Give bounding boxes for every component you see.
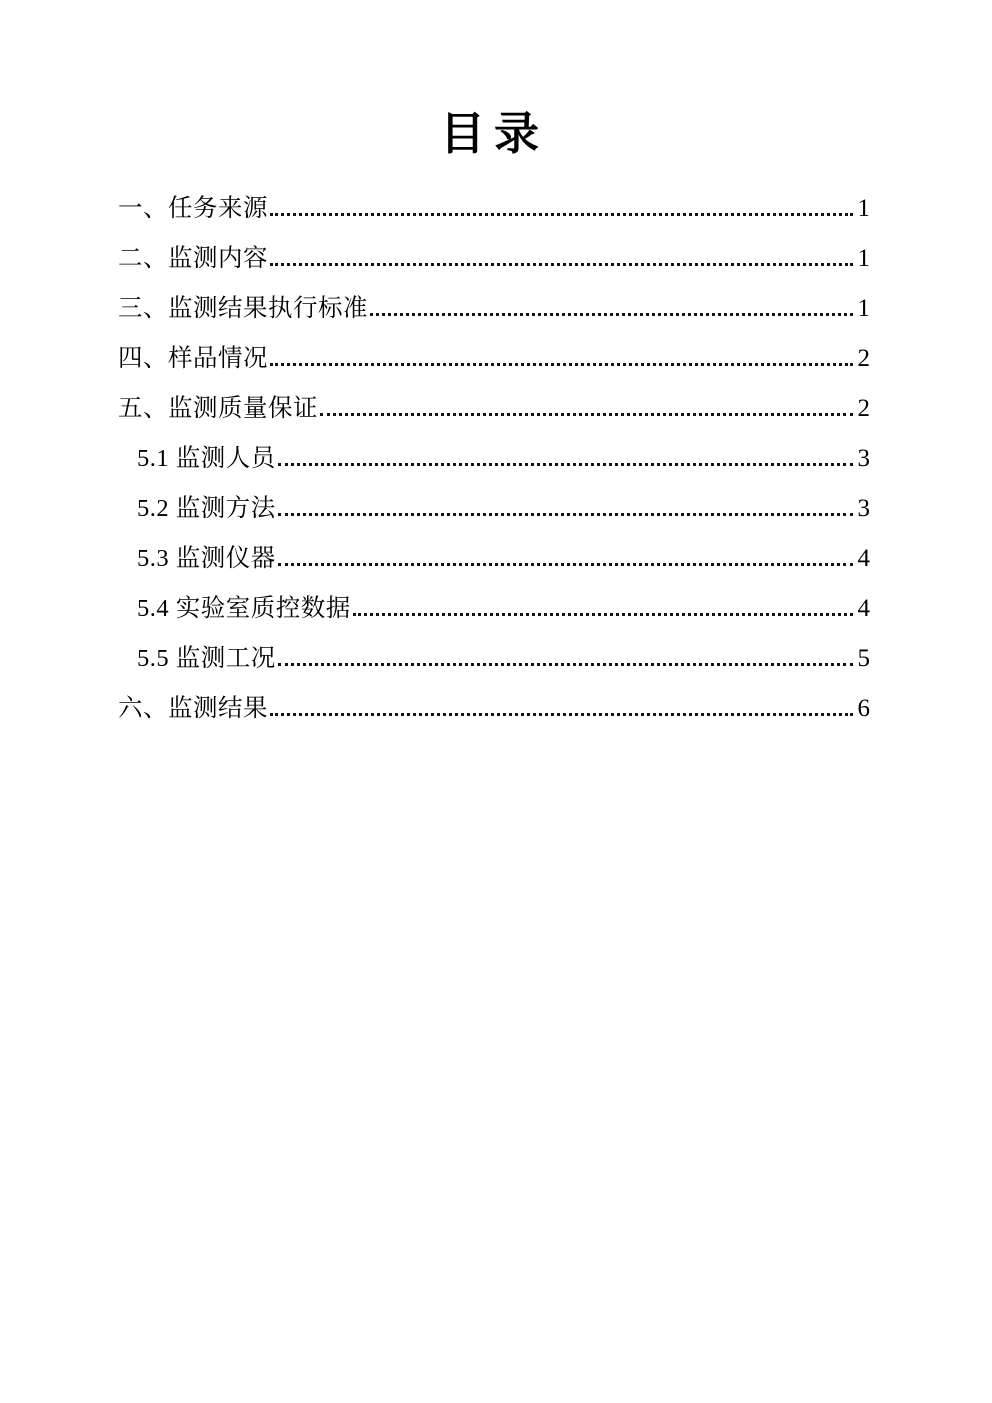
toc-page-number: 6 (857, 695, 870, 722)
toc-entry-label: 一、任务来源 (118, 195, 268, 222)
toc-page-number: 1 (857, 245, 870, 272)
toc-page-number: 3 (857, 445, 870, 472)
toc-entry[interactable] (118, 384, 870, 434)
toc-dot-leader (270, 213, 853, 216)
toc-dot-leader (370, 313, 853, 316)
toc-entry[interactable] (118, 184, 870, 234)
toc-title: 目录 (439, 109, 548, 159)
toc-entry-label: 5.4 实验室质控数据 (137, 595, 351, 622)
toc-page-number: 2 (857, 345, 870, 372)
toc-dot-leader (270, 263, 853, 266)
toc-dot-leader (278, 563, 853, 566)
toc-entry-label: 5.5 监测工况 (137, 645, 276, 672)
toc-dot-leader (353, 613, 853, 616)
toc-entry-label: 5.2 监测方法 (137, 495, 276, 522)
toc-entry-label: 五、监测质量保证 (118, 395, 318, 422)
toc-page-number: 2 (857, 395, 870, 422)
toc-entry-label: 六、监测结果 (118, 695, 268, 722)
toc-entry[interactable] (118, 584, 870, 634)
toc-page-number: 5 (857, 645, 870, 672)
toc-entry[interactable] (118, 534, 870, 584)
toc-entry[interactable] (118, 284, 870, 334)
toc-dot-leader (270, 363, 853, 366)
toc-dot-leader (278, 463, 853, 466)
toc-entry[interactable] (118, 634, 870, 684)
toc-entry-label: 5.1 监测人员 (137, 445, 276, 472)
toc-entry[interactable] (118, 234, 870, 284)
toc-entry-label: 四、样品情况 (118, 345, 268, 372)
toc-page-number: 1 (857, 295, 870, 322)
toc-dot-leader (270, 713, 853, 716)
toc-page-number: 3 (857, 495, 870, 522)
toc-entry[interactable] (118, 684, 870, 734)
toc-page-number: 4 (857, 545, 870, 572)
toc-list (118, 184, 870, 734)
toc-entry[interactable] (118, 334, 870, 384)
toc-entry[interactable] (118, 434, 870, 484)
toc-page-number: 4 (857, 595, 870, 622)
toc-dot-leader (278, 513, 853, 516)
toc-page-number: 1 (857, 195, 870, 222)
toc-entry-label: 二、监测内容 (118, 245, 268, 272)
toc-dot-leader (278, 663, 853, 666)
toc-entry-label: 三、监测结果执行标准 (118, 295, 368, 322)
toc-entry-label: 5.3 监测仪器 (137, 545, 276, 572)
toc-entry[interactable] (118, 484, 870, 534)
toc-dot-leader (320, 413, 853, 416)
